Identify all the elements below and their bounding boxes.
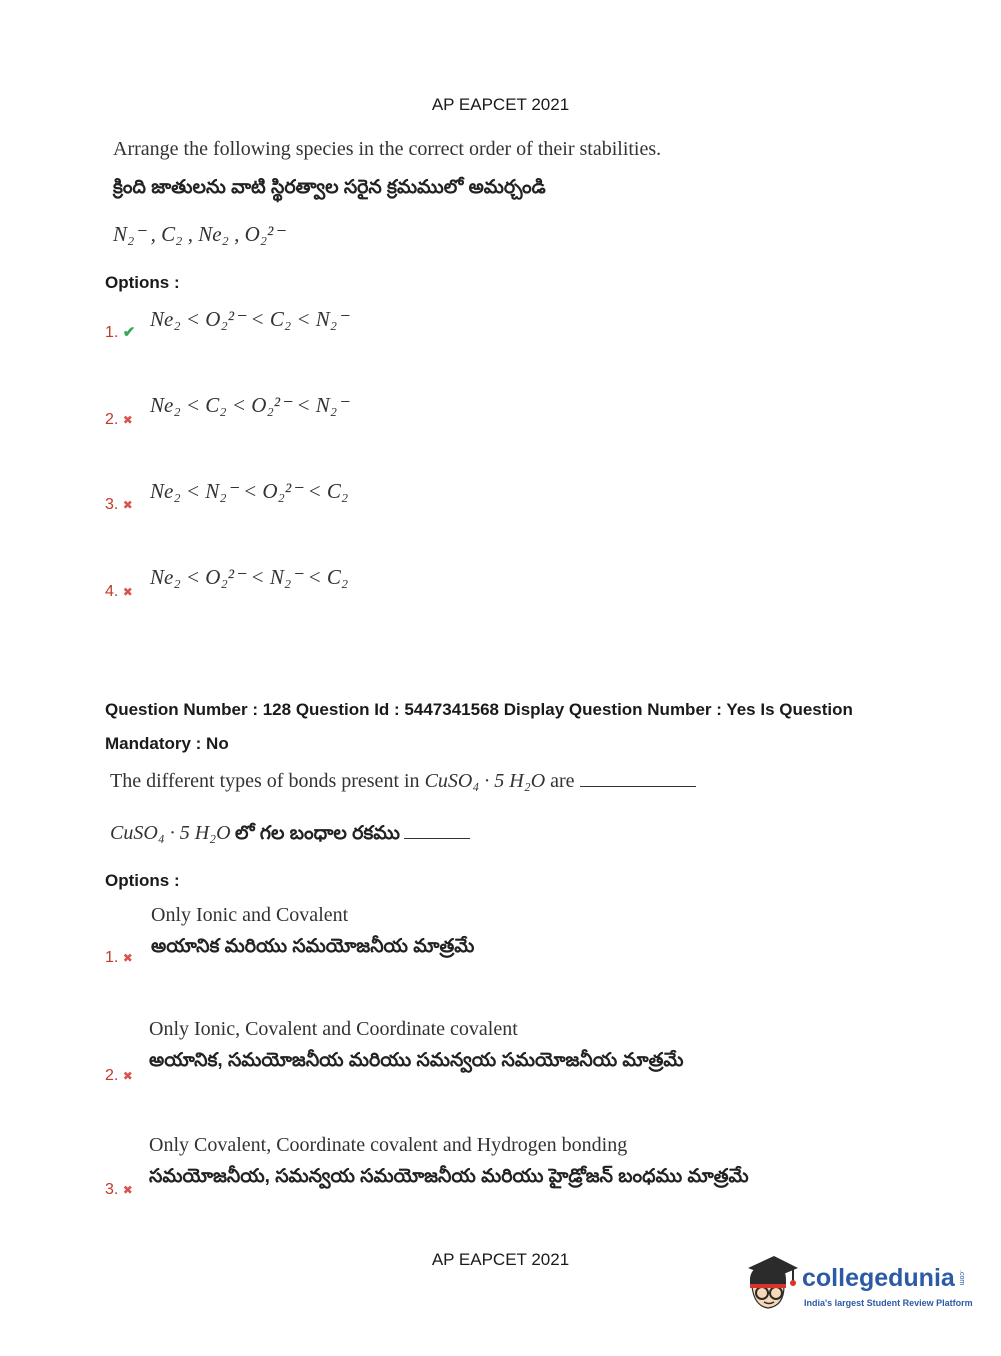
options-label: Options : — [105, 871, 180, 890]
option-2 — [105, 411, 133, 429]
question-prefix: The different types of bonds present in — [110, 770, 420, 792]
cross-icon: ✖ — [122, 585, 133, 599]
option-3 — [105, 496, 133, 514]
question-meta-line1: Question Number : 128 Question Id : 5447341568 Display Question Number : Yes Is Question — [105, 700, 853, 719]
option-4 — [105, 583, 133, 601]
option-4-text: Ne₂ < O₂²⁻ < N₂⁻ < C₂ — [150, 565, 349, 589]
option-number: 1. — [105, 324, 119, 341]
options-label: Options : — [105, 273, 180, 292]
page-header: AP EAPCET 2021 — [431, 95, 570, 114]
page-footer: AP EAPCET 2021 — [431, 1250, 570, 1269]
logo-wordmark: collegedunia — [802, 1264, 955, 1292]
question-text-english — [110, 770, 696, 793]
question-suffix-telugu: లో గల బంధాల రకము — [235, 823, 400, 844]
option-number: 2. — [105, 1067, 119, 1084]
answer-blank — [404, 838, 470, 839]
option-2-text: Ne₂ < C₂ < O₂²⁻ < N₂⁻ — [150, 393, 349, 417]
cross-icon: ✖ — [122, 1183, 133, 1197]
option-2 — [105, 1067, 133, 1085]
option-number: 4. — [105, 583, 119, 600]
check-icon: ✔ — [122, 324, 136, 341]
cross-icon: ✖ — [122, 413, 133, 427]
formula: CuSO₄ · 5 H₂O — [110, 822, 231, 844]
option-number: 1. — [105, 949, 119, 966]
option-3 — [105, 1181, 133, 1199]
collegedunia-logo — [740, 1250, 973, 1320]
option-2-english: Only Ionic, Covalent and Coordinate covalent — [149, 1018, 518, 1040]
species-list: N₂⁻ , C₂ , Ne₂ , O₂²⁻ — [113, 222, 285, 246]
option-1-telugu: అయానిక మరియు సమయోజనీయ మాత్రమే — [151, 936, 475, 957]
cross-icon: ✖ — [122, 498, 133, 512]
option-1 — [105, 949, 133, 967]
mascot-icon — [740, 1250, 802, 1312]
option-3-telugu: సమయోజనీయ, సమన్వయ సమయోజనీయ మరియు హైడ్రోజన్ బంధము మాత్రమే — [149, 1166, 749, 1187]
cross-icon: ✖ — [122, 1069, 133, 1083]
question-suffix: are — [550, 770, 575, 792]
option-number: 3. — [105, 496, 119, 513]
option-3-english: Only Covalent, Coordinate covalent and Hydrogen bonding — [149, 1134, 628, 1156]
option-1-english: Only Ionic and Covalent — [151, 904, 349, 926]
question-text-english: Arrange the following species in the correct order of their stabilities. — [113, 138, 662, 160]
formula: CuSO₄ · 5 H₂O — [424, 770, 546, 792]
option-number: 2. — [105, 411, 119, 428]
answer-blank — [580, 786, 696, 787]
option-number: 3. — [105, 1181, 119, 1198]
logo-tagline: India's largest Student Review Platform — [804, 1298, 973, 1308]
question-meta-line2: Mandatory : No — [105, 734, 229, 753]
cross-icon: ✖ — [122, 951, 133, 965]
question-text-telugu: క్రింది జాతులను వాటి స్థిరత్వాల సరైన క్రమములో అమర్చండి — [113, 177, 546, 198]
option-2-telugu: అయానిక, సమయోజనీయ మరియు సమన్వయ సమయోజనీయ మాత్రమే — [149, 1050, 684, 1071]
option-1-text: Ne₂ < O₂²⁻ < C₂ < N₂⁻ — [150, 307, 349, 331]
question-text-telugu — [110, 822, 470, 849]
logo-suffix: .com — [958, 1270, 965, 1286]
option-3-text: Ne₂ < N₂⁻ < O₂²⁻ < C₂ — [150, 479, 349, 503]
option-1 — [105, 323, 135, 342]
